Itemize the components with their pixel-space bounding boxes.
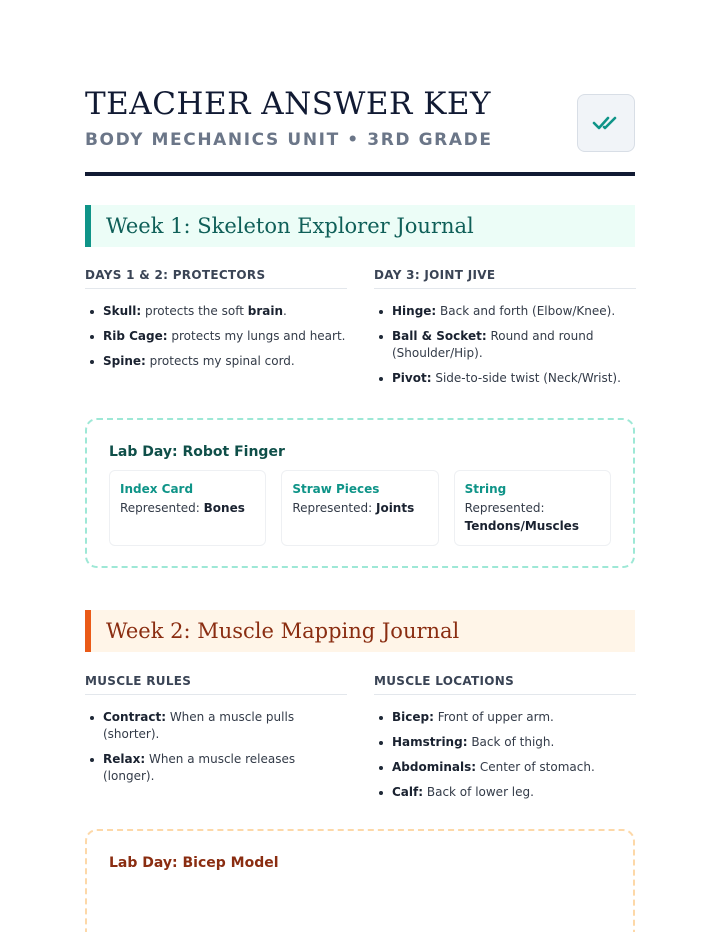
list-item bbox=[85, 328, 347, 345]
week2-right-heading: MUSCLE LOCATIONS bbox=[374, 674, 636, 695]
list-item-tail: . bbox=[283, 304, 287, 318]
list-item bbox=[374, 759, 636, 776]
list-item-term: Pivot: bbox=[392, 371, 432, 385]
list-item-term: Contract: bbox=[103, 710, 166, 724]
lab-card-rep-label: Represented: bbox=[464, 501, 545, 515]
lab-card-name: Index Card bbox=[120, 482, 194, 496]
page-title: TEACHER ANSWER KEY bbox=[85, 86, 491, 122]
list-item-text: Center of stomach. bbox=[476, 760, 595, 774]
list-item-term: Ball & Socket: bbox=[392, 329, 487, 343]
list-item-term: Relax: bbox=[103, 752, 146, 766]
list-item-text: protects my spinal cord. bbox=[145, 354, 295, 368]
list-item-text: When a muscle releases (longer). bbox=[103, 752, 296, 783]
week1-right-heading: DAY 3: JOINT JIVE bbox=[374, 268, 636, 289]
list-item-text: Back of lower leg. bbox=[423, 785, 534, 799]
week1-lab-title: Lab Day: Robot Finger bbox=[109, 444, 285, 460]
week1-right-list bbox=[374, 303, 636, 387]
list-item-term: Rib Cage: bbox=[103, 329, 168, 343]
list-item-emphasis: brain bbox=[247, 304, 284, 318]
lab-card-name: Straw Pieces bbox=[292, 482, 380, 496]
week2-right-list bbox=[374, 709, 636, 801]
week2-lab-title: Lab Day: Bicep Model bbox=[109, 855, 279, 871]
week1-left-list bbox=[85, 303, 347, 370]
week2-title: Week 2: Muscle Mapping Journal bbox=[106, 619, 460, 643]
lab-cards bbox=[109, 470, 611, 546]
page-subtitle: BODY MECHANICS UNIT • 3RD GRADE bbox=[85, 130, 493, 150]
header-divider bbox=[85, 172, 635, 176]
lab-card-rep-label: Represented: bbox=[120, 501, 204, 515]
list-item-text: Front of upper arm. bbox=[433, 710, 554, 724]
week1-accent-bar bbox=[85, 205, 91, 247]
list-item bbox=[374, 303, 636, 320]
list-item-text: protects my lungs and heart. bbox=[167, 329, 346, 343]
list-item-term: Hinge: bbox=[392, 304, 437, 318]
page-header bbox=[85, 86, 635, 178]
list-item-text: When a muscle pulls (shorter). bbox=[103, 710, 295, 741]
week1-title: Week 1: Skeleton Explorer Journal bbox=[106, 214, 474, 238]
lab-card bbox=[109, 470, 266, 546]
list-item bbox=[85, 303, 347, 320]
list-item bbox=[374, 734, 636, 751]
lab-card bbox=[454, 470, 611, 546]
week2-lab-box bbox=[85, 829, 635, 932]
week2-accent-bar bbox=[85, 610, 91, 652]
list-item-text: Back of thigh. bbox=[467, 735, 555, 749]
week2-heading bbox=[85, 610, 635, 652]
week1-left-column bbox=[85, 268, 347, 378]
week2-left-list bbox=[85, 709, 347, 785]
lab-card bbox=[281, 470, 438, 546]
list-item-term: Spine: bbox=[103, 354, 146, 368]
list-item bbox=[374, 328, 636, 362]
week1-left-heading: DAYS 1 & 2: PROTECTORS bbox=[85, 268, 347, 289]
list-item bbox=[374, 784, 636, 801]
list-item-text: Back and forth (Elbow/Knee). bbox=[436, 304, 616, 318]
week1-heading bbox=[85, 205, 635, 247]
list-item-term: Abdominals: bbox=[392, 760, 477, 774]
lab-card-represented bbox=[465, 499, 600, 535]
lab-card-name: String bbox=[464, 482, 507, 496]
list-item-term: Bicep: bbox=[392, 710, 434, 724]
list-item bbox=[374, 370, 636, 387]
list-item bbox=[85, 751, 347, 785]
list-item-term: Calf: bbox=[392, 785, 424, 799]
list-item bbox=[85, 709, 347, 743]
lab-card-rep-value: Tendons/Muscles bbox=[464, 519, 579, 533]
lab-card-represented bbox=[120, 499, 255, 517]
week2-left-column bbox=[85, 674, 347, 793]
list-item-term: Skull: bbox=[103, 304, 142, 318]
week2-right-column bbox=[374, 674, 636, 809]
list-item-text: Round and round (Shoulder/Hip). bbox=[392, 329, 594, 360]
list-item-text: protects the soft bbox=[141, 304, 248, 318]
list-item bbox=[85, 353, 347, 370]
week2-left-heading: MUSCLE RULES bbox=[85, 674, 347, 695]
list-item-term: Hamstring: bbox=[392, 735, 468, 749]
lab-card-rep-label: Represented: bbox=[292, 501, 376, 515]
list-item bbox=[374, 709, 636, 726]
week1-right-column bbox=[374, 268, 636, 395]
answer-key-badge bbox=[577, 94, 635, 152]
lab-card-rep-value: Joints bbox=[375, 501, 415, 515]
lab-card-represented bbox=[292, 499, 427, 517]
week1-lab-box bbox=[85, 418, 635, 568]
double-check-icon bbox=[592, 114, 620, 132]
lab-card-rep-value: Bones bbox=[203, 501, 245, 515]
list-item-text: Side-to-side twist (Neck/Wrist). bbox=[431, 371, 621, 385]
